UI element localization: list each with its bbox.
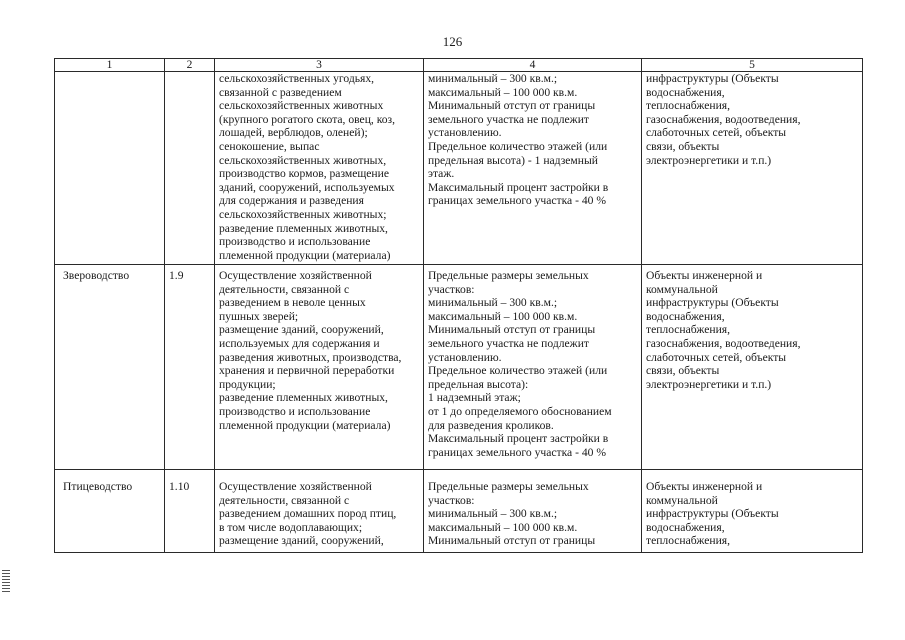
parameters-cell: минимальный – 300 кв.м.; максимальный – 100 000 кв.м. Минимальный отступ от границы земельного участка не подлежит установлению. Предельное количество этажей (или предельная высота) - 1 надземный этаж. Максимальный процент застройки в границах земельного участка - 40 % [424,72,642,265]
use-code-cell: 1.10 [165,470,215,553]
table-header-row [55,59,863,72]
parameters-cell: Предельные размеры земельных участков: минимальный – 300 кв.м.; максимальный – 100 000 кв.м. Минимальный отступ от границы земельного участка не подлежит установлению. Предельное количество этажей (или предельная высота): 1 надземный этаж; от 1 до определяемого обоснованием для разведения кроликов. Максимальный процент застройки в границах земельного участка - 40 % [424,265,642,470]
use-code-cell [165,72,215,265]
scan-margin-mark [2,570,10,592]
table-row [55,72,863,265]
auxiliary-objects-cell: Объекты инженерной и коммунальной инфраструктуры (Объекты водоснабжения, теплоснабжения, [642,470,863,553]
column-header-3: 3 [215,59,424,72]
use-name-cell [55,72,165,265]
column-header-4: 4 [424,59,642,72]
auxiliary-objects-cell: инфраструктуры (Объекты водоснабжения, теплоснабжения, газоснабжения, водоотведения, слаботочных сетей, объекты связи, объекты электроэнергетики и т.п.) [642,72,863,265]
land-use-table [54,58,863,553]
auxiliary-objects-cell: Объекты инженерной и коммунальной инфраструктуры (Объекты водоснабжения, теплоснабжения, газоснабжения, водоотведения, слаботочных сетей, объекты связи, объекты электроэнергетики и т.п.) [642,265,863,470]
use-code-cell: 1.9 [165,265,215,470]
column-header-5: 5 [642,59,863,72]
table-row [55,470,863,553]
page-number: 126 [442,34,463,49]
use-description-cell: сельскохозяйственных угодьях, связанной с разведением сельскохозяйственных животных (крупного рогатого скота, овец, коз, лошадей, верблюдов, оленей); сенокошение, выпас сельскохозяйственных животных, производство кормов, размещение зданий, сооружений, используемых для содержания и разведения сельскохозяйственных животных; разведение племенных животных, производство и использование племенной продукции (материала) [215,72,424,265]
use-name-cell: Птицеводство [55,470,165,553]
column-header-1: 1 [55,59,165,72]
table-row [55,265,863,470]
use-description-cell: Осуществление хозяйственной деятельности, связанной с разведением в неволе ценных пушных зверей; размещение зданий, сооружений, используемых для содержания и разведения животных, производства, хранения и первичной переработки продукции; разведение племенных животных, производство и использование племенной продукции (материала) [215,265,424,470]
use-name-cell: Звероводство [55,265,165,470]
use-description-cell: Осуществление хозяйственной деятельности, связанной с разведением домашних пород птиц, в том числе водоплавающих; размещение зданий, сооружений, [215,470,424,553]
parameters-cell: Предельные размеры земельных участков: минимальный – 300 кв.м.; максимальный – 100 000 кв.м. Минимальный отступ от границы [424,470,642,553]
column-header-2: 2 [165,59,215,72]
